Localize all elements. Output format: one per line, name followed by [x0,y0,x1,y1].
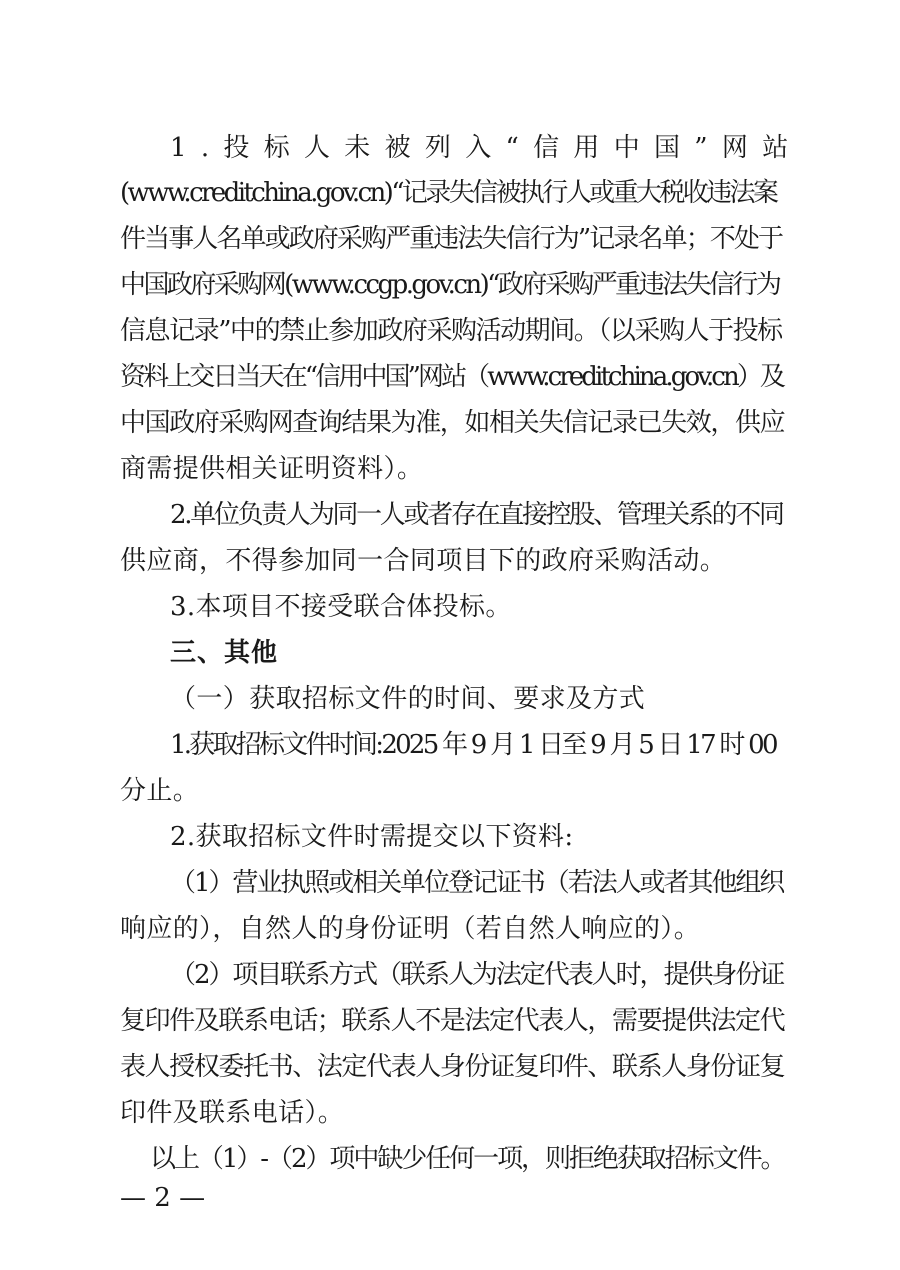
paragraph-line: 中国政府采购网(www.ccgp.gov.cn)“政府采购严重违法失信行为 [120,270,780,300]
subsection-heading: （一）获取招标文件的时间、要求及方式 [170,684,646,714]
paragraph-line: 供应商，不得参加同一合同项目下的政府采购活动。 [120,546,727,576]
paragraph-line: 复印件及联系电话；联系人不是法定代表人，需要提供法定代 [120,1006,785,1036]
paragraph-line: 印件及联系电话）。 [120,1098,345,1128]
paragraph-line: 响应的），自然人的身份证明（若自然人响应的）。 [120,914,701,944]
paragraph-line: 1.获取招标文件时间:2025 年 9 月 1 日至 9 月 5 日 17 时 00 [170,730,776,760]
paragraph-line: 3.本项目不接受联合体投标。 [170,592,512,622]
paragraph-line: （2）项目联系方式（联系人为法定代表人时，提供身份证 [170,960,784,990]
paragraph-line: 件当事人名单或政府采购严重违法失信行为”记录名单；不处于 [120,224,783,254]
paragraph-line: 分止。 [120,776,200,806]
paragraph-line: 信息记录”中的禁止参加政府采购活动期间。（以采购人于投标 [120,316,782,346]
section-heading: 三、其他 [170,638,279,668]
page-number: — 2 — [120,1183,206,1213]
paragraph-line: 中国政府采购网查询结果为准，如相关失信记录已失效，供应 [120,408,785,438]
paragraph-line: 2.单位负责人为同一人或者存在直接控股、管理关系的不同 [170,500,783,530]
paragraph-line: 资料上交日当天在“信用中国”网站（www.creditchina.gov.cn）及 [120,362,784,392]
paragraph-line: 商需提供相关证明资料）。 [120,454,424,484]
paragraph-line: 1.投标人未被列入“信用中国”网站 [170,133,803,163]
paragraph-line: （1）营业执照或相关单位登记证书（若法人或者其他组织 [170,868,784,898]
paragraph-line: 以上（1）-（2）项中缺少任何一项，则拒绝获取招标文件。 [150,1144,785,1174]
paragraph-line: 表人授权委托书、法定代表人身份证复印件、联系人身份证复 [120,1052,785,1082]
paragraph-line: 2.获取招标文件时需提交以下资料: [170,822,574,852]
paragraph-line: (www.creditchina.gov.cn)“记录失信被执行人或重大税收违法案 [120,178,777,208]
